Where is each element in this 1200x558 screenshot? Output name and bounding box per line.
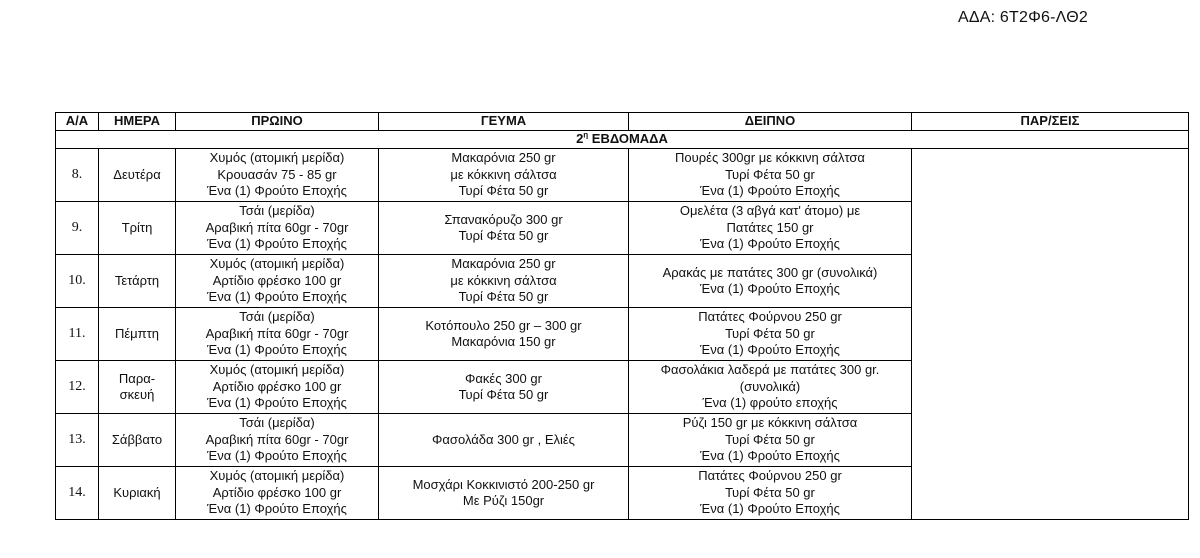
header-aa: Α/Α	[56, 113, 99, 131]
lunch-line: Φακές 300 gr	[465, 370, 542, 386]
dinner-line: Ένα (1) Φρούτο Εποχής	[700, 448, 840, 464]
breakfast-line: Τσάι (μερίδα)	[239, 309, 315, 325]
week-label: ΕΒΔΟΜΑΔΑ	[588, 131, 668, 147]
lunch-cell	[379, 414, 629, 467]
dinner-cell	[629, 255, 912, 308]
lunch-cell	[379, 202, 629, 255]
week-title	[56, 131, 1189, 149]
lunch-cell	[379, 361, 629, 414]
dinner-line: Τυρί Φέτα 50 gr	[725, 431, 815, 447]
dinner-line: Ένα (1) φρούτο εποχής	[702, 395, 838, 411]
day-cell	[99, 202, 176, 255]
dinner-line: Ομελέτα (3 αβγά κατ' άτομο) με	[679, 203, 861, 219]
day-cell	[99, 149, 176, 202]
lunch-line: Κοτόπουλο 250 gr – 300 gr	[425, 317, 582, 333]
notes-cell	[912, 149, 1189, 520]
dinner-line: Ένα (1) Φρούτο Εποχής	[700, 236, 840, 252]
lunch-line: Μακαρόνια 250 gr	[451, 150, 556, 166]
week-ordinal: η	[583, 130, 589, 140]
day-line: Δευτέρα	[113, 166, 161, 182]
breakfast-line: Χυμός (ατομική μερίδα)	[209, 150, 345, 166]
breakfast-line: Χυμός (ατομική μερίδα)	[209, 468, 345, 484]
breakfast-cell	[176, 467, 379, 520]
dinner-line: Πατάτες 150 gr	[726, 219, 814, 235]
breakfast-cell	[176, 149, 379, 202]
dinner-cell	[629, 149, 912, 202]
breakfast-line: Αραβική πίτα 60gr - 70gr	[205, 219, 349, 235]
dinner-line: Πουρές 300gr με κόκκινη σάλτσα	[675, 150, 865, 166]
dinner-line: Τυρί Φέτα 50 gr	[725, 325, 815, 341]
header-day: ΗΜΕΡΑ	[99, 113, 176, 131]
day-line: Τετάρτη	[114, 272, 160, 288]
breakfast-line: Αραβική πίτα 60gr - 70gr	[205, 431, 349, 447]
breakfast-line: Χυμός (ατομική μερίδα)	[209, 362, 345, 378]
lunch-cell	[379, 149, 629, 202]
dinner-line: Ρύζι 150 gr με κόκκινη σάλτσα	[682, 415, 858, 431]
row-number: 10.	[56, 255, 99, 308]
lunch-line: με κόκκινη σάλτσα	[450, 272, 557, 288]
row-number: 12.	[56, 361, 99, 414]
dinner-line: Τυρί Φέτα 50 gr	[725, 166, 815, 182]
lunch-line: Μοσχάρι Κοκκινιστό 200-250 gr	[412, 476, 595, 492]
dinner-line: Ένα (1) Φρούτο Εποχής	[700, 183, 840, 199]
lunch-cell	[379, 308, 629, 361]
dinner-cell	[629, 361, 912, 414]
breakfast-line: Αρτίδιο φρέσκο 100 gr	[212, 484, 342, 500]
day-line: Τρίτη	[121, 219, 153, 235]
day-line: Κυριακή	[113, 484, 161, 500]
breakfast-line: Ένα (1) Φρούτο Εποχής	[207, 448, 347, 464]
breakfast-line: Αρτίδιο φρέσκο 100 gr	[212, 378, 342, 394]
meal-plan-table	[55, 112, 1189, 520]
header-lunch: ΓΕΥΜΑ	[379, 113, 629, 131]
lunch-line: Μακαρόνια 150 gr	[451, 334, 556, 349]
dinner-line: Τυρί Φέτα 50 gr	[725, 484, 815, 500]
lunch-line: Με Ρύζι 150gr	[462, 493, 545, 508]
day-cell	[99, 255, 176, 308]
lunch-cell	[379, 467, 629, 520]
dinner-line: Ένα (1) Φρούτο Εποχής	[700, 281, 840, 296]
row-number: 11.	[56, 308, 99, 361]
lunch-cell	[379, 255, 629, 308]
lunch-line: με κόκκινη σάλτσα	[450, 166, 557, 182]
lunch-line: Τυρί Φέτα 50 gr	[458, 228, 549, 243]
dinner-line: Πατάτες Φούρνου 250 gr	[698, 309, 842, 325]
dinner-line: Φασολάκια λαδερά με πατάτες 300 gr.	[660, 362, 880, 378]
day-cell	[99, 361, 176, 414]
table-row	[56, 149, 1189, 202]
breakfast-line: Τσάι (μερίδα)	[239, 415, 315, 431]
dinner-line: Ένα (1) Φρούτο Εποχής	[700, 501, 840, 517]
lunch-line: Τυρί Φέτα 50 gr	[458, 183, 549, 199]
week-row	[56, 131, 1189, 149]
dinner-line: Αρακάς με πατάτες 300 gr (συνολικά)	[662, 264, 878, 280]
day-line: Παρα-	[118, 370, 156, 386]
header-notes: ΠΑΡ/ΣΕΙΣ	[912, 113, 1189, 131]
breakfast-line: Ένα (1) Φρούτο Εποχής	[207, 289, 347, 305]
breakfast-line: Αρτίδιο φρέσκο 100 gr	[212, 272, 342, 288]
breakfast-line: Κρουασάν 75 - 85 gr	[217, 166, 337, 182]
dinner-line: (συνολικά)	[739, 378, 801, 394]
dinner-line: Ένα (1) Φρούτο Εποχής	[700, 342, 840, 358]
lunch-line: Τυρί Φέτα 50 gr	[458, 387, 549, 402]
breakfast-line: Χυμός (ατομική μερίδα)	[209, 256, 345, 272]
breakfast-line: Ένα (1) Φρούτο Εποχής	[207, 395, 347, 411]
dinner-cell	[629, 202, 912, 255]
lunch-line: Φασολάδα 300 gr , Ελιές	[432, 431, 575, 447]
lunch-line: Τυρί Φέτα 50 gr	[458, 289, 549, 305]
day-line: σκευή	[119, 387, 155, 402]
header-breakfast: ΠΡΩΙΝΟ	[176, 113, 379, 131]
day-line: Πέμπτη	[114, 325, 159, 341]
day-cell	[99, 467, 176, 520]
day-line: Σάββατο	[111, 431, 163, 447]
lunch-line: Μακαρόνια 250 gr	[451, 256, 556, 272]
breakfast-cell	[176, 361, 379, 414]
row-number: 8.	[56, 149, 99, 202]
day-cell	[99, 308, 176, 361]
breakfast-line: Τσάι (μερίδα)	[239, 203, 315, 219]
lunch-line: Σπανακόρυζο 300 gr	[444, 211, 563, 227]
row-number: 9.	[56, 202, 99, 255]
breakfast-cell	[176, 255, 379, 308]
table-header-row	[56, 113, 1189, 131]
document-code: ΑΔΑ: 6Τ2Φ6-ΛΘ2	[958, 9, 1088, 26]
header-dinner: ΔΕΙΠΝΟ	[629, 113, 912, 131]
breakfast-line: Ένα (1) Φρούτο Εποχής	[207, 236, 347, 252]
dinner-cell	[629, 467, 912, 520]
row-number: 13.	[56, 414, 99, 467]
breakfast-cell	[176, 308, 379, 361]
day-cell	[99, 414, 176, 467]
breakfast-cell	[176, 202, 379, 255]
breakfast-line: Ένα (1) Φρούτο Εποχής	[207, 501, 347, 517]
week-number: 2	[576, 131, 584, 147]
dinner-line: Πατάτες Φούρνου 250 gr	[698, 468, 842, 484]
dinner-cell	[629, 414, 912, 467]
breakfast-line: Ένα (1) Φρούτο Εποχής	[207, 342, 347, 358]
breakfast-cell	[176, 414, 379, 467]
dinner-cell	[629, 308, 912, 361]
breakfast-line: Αραβική πίτα 60gr - 70gr	[205, 325, 349, 341]
row-number: 14.	[56, 467, 99, 520]
breakfast-line: Ένα (1) Φρούτο Εποχής	[207, 183, 347, 199]
